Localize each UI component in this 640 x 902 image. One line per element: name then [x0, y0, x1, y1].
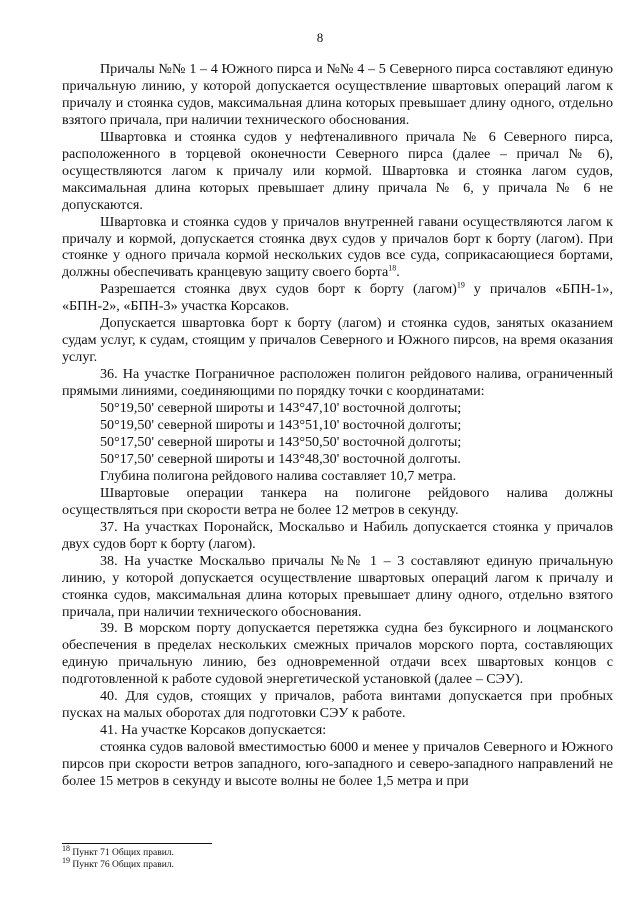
- coordinate-line: 50°17,50' северной широты и 143°50,50' восточной долготы;: [100, 433, 462, 450]
- footnote-text: Пункт 76 Общих правил.: [70, 860, 174, 870]
- footnote-ref-18: 18: [388, 263, 397, 273]
- paragraph-41-item: стоянка судов валовой вместимостью 6000 и менее у причалов Северного и Южного пирсов при скорости ветров западного, юго-западного и северо-западного направлений не более 15 метров в секунду и высоте волны не более 1,5 метра и при: [62, 739, 613, 790]
- footnote-18: [62, 843, 462, 859]
- paragraph-37: 37. На участках Поронайск, Москальво и Набиль допускается стоянка у причалов двух судов борт к борту (лагом).: [62, 518, 613, 552]
- footnote-text: Пункт 71 Общих правил.: [70, 848, 174, 858]
- footnote-ref-19: 19: [456, 280, 465, 290]
- paragraph-piers-line: Причалы №№ 1 – 4 Южного пирса и №№ 4 – 5 Северного пирса составляют единую причальную линию, у которой допускается осуществление швартовых операций лагом к причалу и стоянка судов, максимальная длина которых превышает длину одного, отдельно взятого причала, при наличии технического обоснования.: [62, 61, 613, 128]
- footnote-number: 18: [62, 843, 70, 853]
- page-number: 8: [316, 30, 324, 45]
- paragraph-oil-berth: Швартовка и стоянка судов у нефтеналивного причала № 6 Северного пирса, расположенного в торцевой оконечности Северного пирса (далее – причал № 6), осуществляются лагом к причалу или кормой. Швартовка и стоянка лагом судов, максимальная длина которых превышает длину причала № 6, у причала № 6 не допускаются.: [62, 128, 613, 213]
- paragraph-inner-harbor-text: Швартовка и стоянка судов у причалов внутренней гавани осуществляются лагом к причалу и кормой, допускается стоянка двух судов у причалов борт к борту (лагом). При стоянке у одного причала кормой нескольких судов все суда, соприкасающиеся бортами, должны обеспечивать кранцевую защиту своего борта: [62, 213, 613, 281]
- footnotes: [62, 843, 462, 871]
- paragraph-40: 40. Для судов, стоящих у причалов, работа винтами допускается при пробных пусках на малых оборотах для подготовки СЭУ к работе.: [62, 688, 613, 722]
- paragraph-bpn-text-b: у причалов «БПН-1», «БПН-2», «БПН-3» участка Корсаков.: [62, 281, 613, 315]
- paragraph-tanker-mooring: Швартовые операции танкера на полигоне рейдового налива должны осуществляться при скорости ветра не более 12 метров в секунду.: [62, 484, 613, 518]
- paragraph-bpn-text-a: Разрешается стоянка двух судов борт к борту (лагом): [100, 281, 457, 298]
- paragraph-38: 38. На участке Москальво причалы №№ 1 – 3 составляют единую причальную линию, у которой допускается осуществление швартовых операций лагом к причалу и стоянка судов, максимальная длина которых превышает длину одного, отдельно взятого причала, при наличии технического обоснования.: [62, 552, 613, 620]
- paragraph-41: 41. На участке Корсаков допускается:: [100, 722, 327, 739]
- paragraph-inner-harbor: Швартовка и стоянка судов у причалов внутренней гавани осуществляются лагом к причалу и кормой, допускается стоянка двух судов у причалов борт к борту (лагом). При стоянке у одного причала кормой нескольких судов все суда, соприкасающиеся бортами, должны обеспечивать кранцевую защиту своего борта$^{18}$.: [62, 213, 613, 281]
- coordinate-line: 50°17,50' северной широты и 143°48,30' восточной долготы.: [100, 450, 461, 467]
- paragraph-bpn-berths: [62, 281, 613, 315]
- paragraph-36: 36. На участке Пограничное расположен полигон рейдового налива, ограниченный прямыми линиями, соединяющими по порядку точки с координатами:: [62, 366, 613, 400]
- body-text: [62, 61, 613, 790]
- footnote-number: 19: [62, 855, 70, 865]
- coordinate-line: 50°19,50' северной широты и 143°51,10' восточной долготы;: [100, 417, 462, 434]
- paragraph-depth: Глубина полигона рейдового налива составляет 10,7 метра.: [100, 467, 457, 484]
- paragraph-service-vessels: Допускается швартовка борт к борту (лагом) и стоянка судов, занятых оказанием судам услуг, к судам, стоящим у причалов Северного и Южного пирсов, на время оказания услуг.: [62, 315, 613, 366]
- paragraph-39: 39. В морском порту допускается перетяжка судна без буксирного и лоцманского обеспечения в пределах нескольких смежных причалов морского порта, составляющих единую причальную линию, без одновременной отдачи всех швартовых концов с подготовленной к работе судовой энергетической установкой (далее – СЭУ).: [62, 620, 613, 688]
- footnote-divider: [62, 843, 212, 844]
- footnote-19: [62, 855, 462, 871]
- coordinate-line: 50°19,50' северной широты и 143°47,10' восточной долготы;: [100, 400, 462, 417]
